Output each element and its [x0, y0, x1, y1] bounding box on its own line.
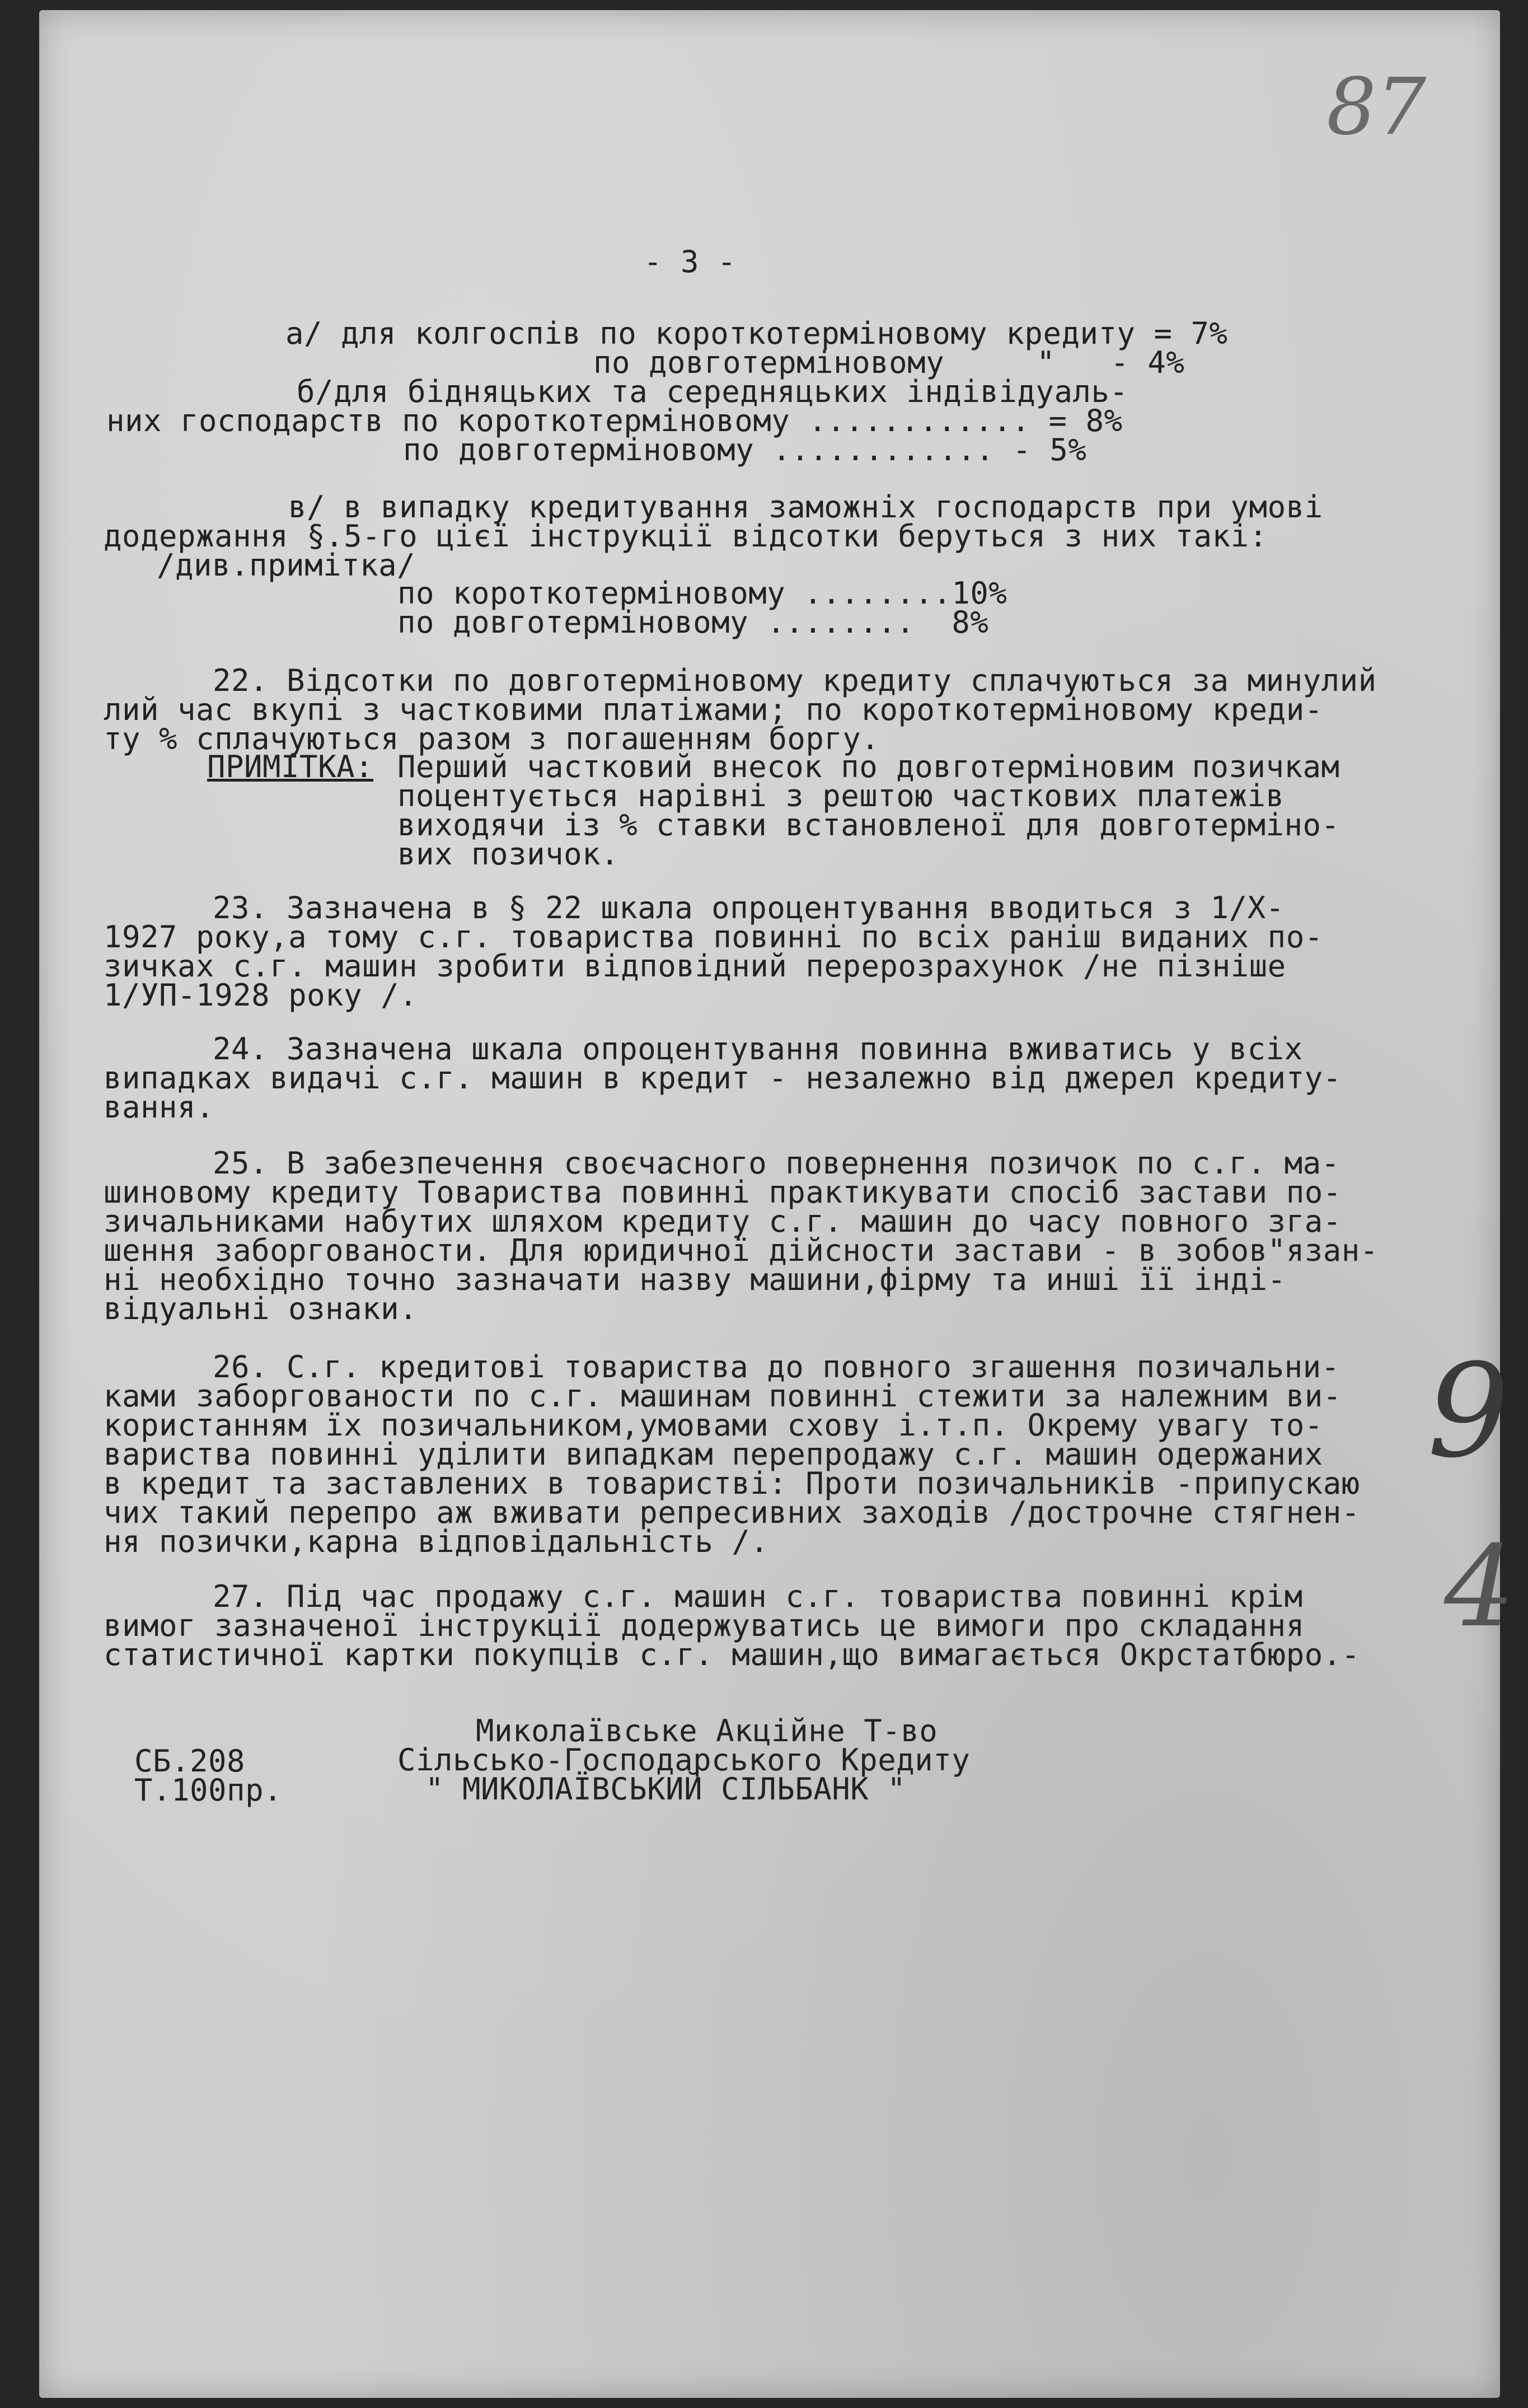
paragraph-line: 1927 року,а тому с.г. товариства повинні по всіх раніш виданих по-	[104, 919, 1323, 955]
footer-org: " МИКОЛАЇВСЬКИЙ СІЛЬБАНК "	[425, 1771, 906, 1807]
paragraph-line: ками заборгованости по с.г. машинам повинні стежити за належним ви-	[104, 1378, 1342, 1414]
paragraph-line: 26. С.г. кредитові товариства до повного згашення позичальни-	[213, 1349, 1340, 1385]
paragraph-line: 22. Відсотки по довготерміновому кредиту сплачуються за минулий	[213, 663, 1377, 698]
paragraph-line: статистичної картки покупців с.г. машин,що вимагається Окрстатбюро.-	[104, 1637, 1360, 1672]
paragraph-line: 23. Зазначена в § 22 шкала опроцентування вводиться з 1/X-	[213, 890, 1285, 925]
page-header: - 3 -	[644, 244, 737, 279]
paragraph-line: 25. В забезпечення своєчасного повернення позичок по с.г. ма-	[213, 1145, 1340, 1181]
paragraph-line: чих такий перепро аж вживати репресивних заходів /дострочне стягнен-	[104, 1495, 1360, 1530]
note-line: виходячи із % ставки встановленої для довготерміно-	[397, 807, 1340, 843]
paragraph-line: вариства повинні уділити випадкам перепродажу с.г. машин одержаних	[104, 1437, 1323, 1472]
paragraph-line: 1/УП-1928 року /.	[104, 978, 418, 1013]
paragraph-line: шиновому кредиту Товариства повинні практикувати спосіб застави по-	[104, 1175, 1342, 1210]
note-line: поцентується нарівні з рештою часткових платежів	[397, 778, 1285, 813]
handwritten-margin-mark: 9	[1427, 1337, 1510, 1486]
footer-org: Миколаївське Акційне Т-во	[476, 1713, 938, 1748]
paragraph-line: вимог зазначеної інструкції додержуватись це вимоги про складання	[104, 1608, 1305, 1643]
paragraph-line: лий час вкупі з частковими платіжами; по короткотерміновому креди-	[104, 692, 1323, 727]
paragraph-line: в кредит та заставлених в товаристві: Проти позичальників -припускаю	[104, 1466, 1360, 1501]
paragraph-line: вання.	[104, 1090, 215, 1125]
rate-line: по короткотерміновому ........10%	[397, 576, 1007, 611]
footer-code: Т.100пр.	[134, 1773, 283, 1808]
rate-line: /див.примітка/	[157, 548, 416, 583]
paragraph-line: зичальниками набутих шляхом кредиту с.г. машин до часу повного зга-	[104, 1204, 1342, 1239]
rate-line: а/ для колгоспів по короткотерміновому кредиту = 7%	[285, 316, 1228, 351]
paragraph-line: випадках видачі с.г. машин в кредит - незалежно від джерел кредиту-	[104, 1060, 1342, 1096]
rate-line: них господарств по короткотерміновому ............ = 8%	[106, 403, 1123, 438]
rate-line: в/ в випадку кредитування заможніх господарств при умові	[288, 489, 1323, 525]
note-line: Перший частковий внесок по довготерміновим позичкам	[397, 749, 1340, 784]
note-line: вих позичок.	[397, 836, 620, 872]
handwritten-margin-mark: 4	[1444, 1522, 1516, 1652]
paragraph-line: шення заборгованости. Для юридичної дійсности застави - в зобов"язан-	[104, 1233, 1379, 1268]
document-page	[39, 10, 1516, 2398]
paragraph-line: ту % сплачуються разом з погашенням боргу.	[104, 721, 880, 756]
rate-line: б/для бідняцьких та середняцьких індівідуаль-	[297, 374, 1128, 409]
footer-org: Сільсько-Господарського Кредиту	[397, 1742, 971, 1778]
rate-line: додержання §.5-го цієї інструкції відсотки беруться з них такі:	[104, 518, 1268, 554]
paragraph-line: ня позички,карна відповідальність /.	[104, 1524, 769, 1559]
paragraph-line: 24. Зазначена шкала опроцентування повинна вживатись у всіх	[213, 1031, 1303, 1067]
paragraph-line: користанням їх позичальником,умовами схову і.т.п. Окрему увагу то-	[104, 1408, 1323, 1443]
paragraph-line: 27. Під час продажу с.г. машин с.г. товариства повинні крім	[213, 1579, 1303, 1614]
paragraph-line: зичках с.г. машин зробити відповідний перерозрахунок /не пізніше	[104, 948, 1286, 984]
rate-line: по довготерміновому ........ 8%	[397, 605, 989, 640]
footer-code: СБ.208	[134, 1743, 246, 1779]
handwritten-page-number: 87	[1327, 62, 1427, 153]
rate-line: по довготерміновому ............ - 5%	[403, 432, 1087, 467]
note-label: ПРИМІТКА:	[207, 749, 374, 784]
paragraph-line: відуальні ознаки.	[104, 1291, 418, 1326]
paragraph-line: ні необхідно точно зазначати назву машини,фірму та инші її інді-	[104, 1262, 1286, 1297]
rate-line: по довготерміновому " - 4%	[593, 345, 1185, 380]
